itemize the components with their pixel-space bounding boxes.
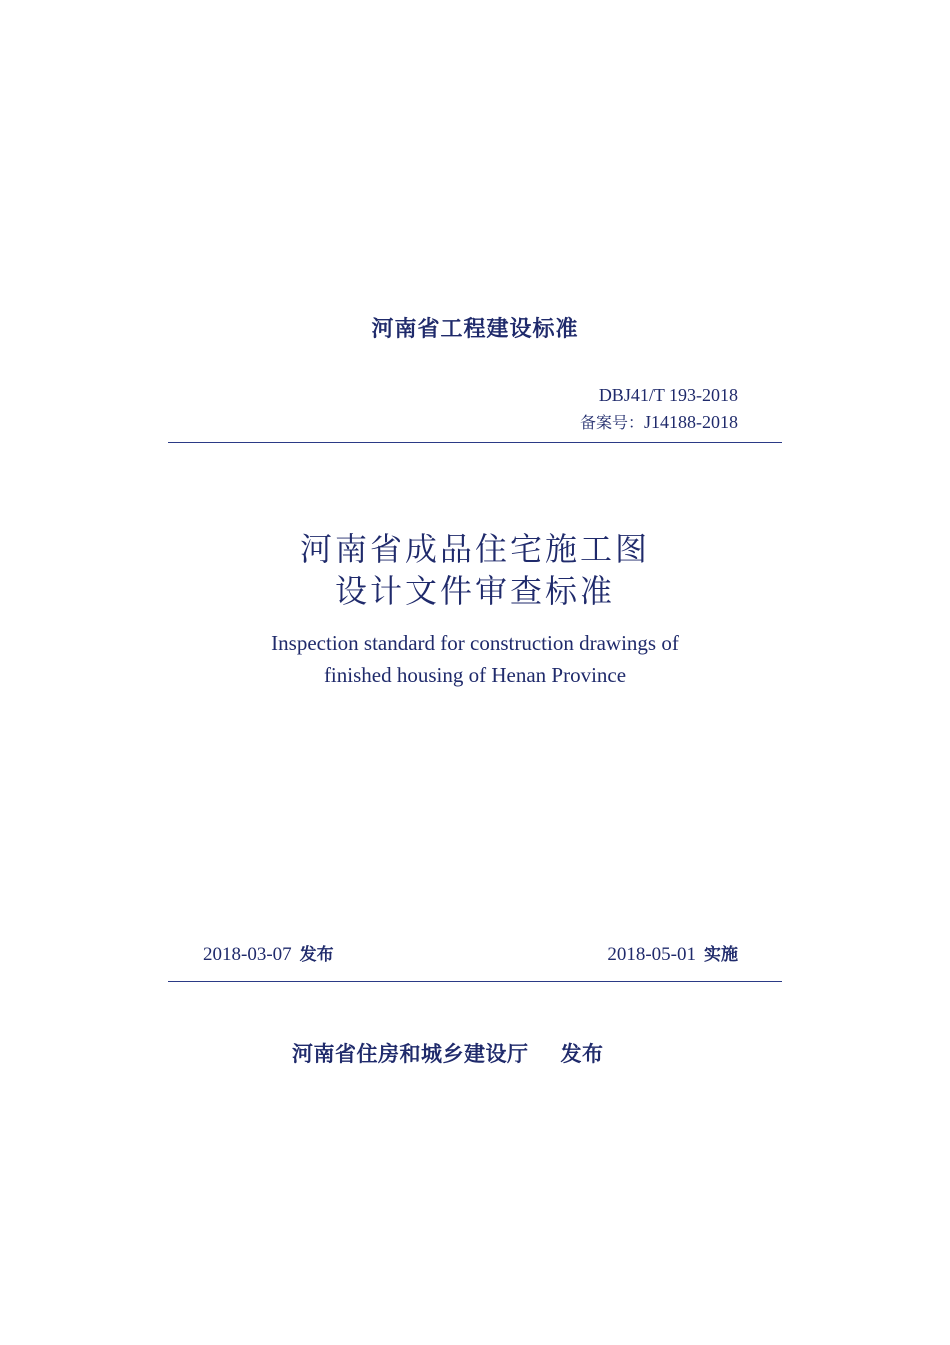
publisher-name: 河南省住房和城乡建设厅 [292,1042,529,1066]
filing-label: 备案号： [579,413,644,432]
title-cn-line2: 设计文件审查标准 [334,572,615,610]
title-en-line2: finished housing of Henan Province [323,663,627,687]
implement-word: 实施 [704,945,738,965]
standard-codes [580,382,738,436]
issue-date [203,940,334,966]
publisher-line [292,1038,604,1068]
bottom-divider [168,981,782,982]
implement-date-value: 2018-05-01 [607,944,696,965]
standard-code: DBJ41/T 193-2018 [598,385,738,405]
title-cn-line1: 河南省成品住宅施工图 [299,530,650,568]
implement-date [607,940,738,966]
issue-word: 发布 [299,945,334,965]
series-title: 河南省工程建设标准 [371,317,579,342]
title-en-line1: Inspection standard for construction drawings of [271,631,679,655]
filing-number: J14188-2018 [644,412,738,432]
issue-date-value: 2018-03-07 [203,944,292,965]
publish-word: 发布 [560,1042,604,1066]
top-divider [168,442,782,443]
filing-number-line [580,409,738,436]
